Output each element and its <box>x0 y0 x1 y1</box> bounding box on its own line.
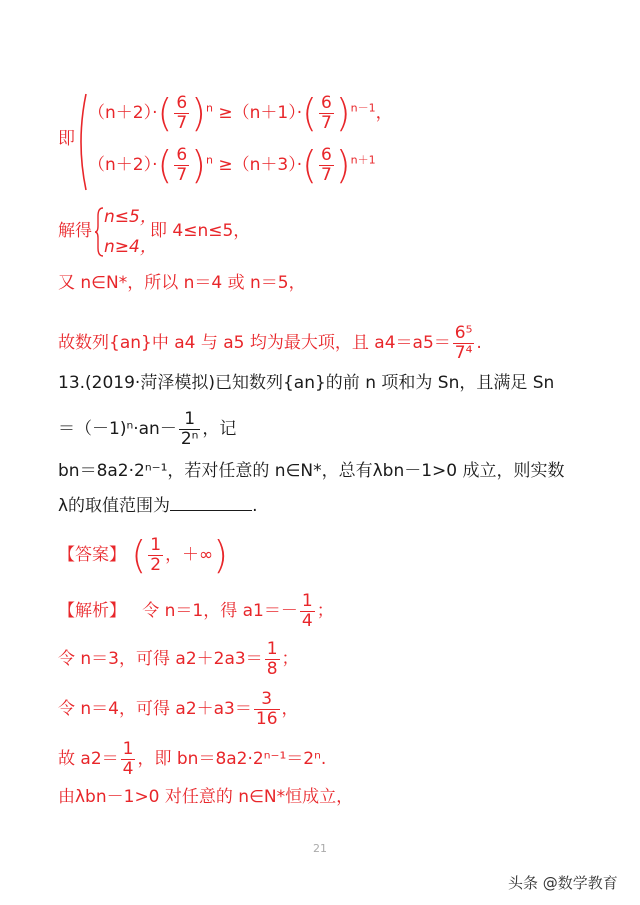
analysis-label: 【解析】 <box>58 601 126 622</box>
page-number: 21 <box>313 842 327 855</box>
analysis-line-5: 由λbn－1>0 对任意的 n∈N*恒成立， <box>58 787 354 807</box>
analysis-line-4: 故 a2＝ $\frac{1}{4}$ ，即 bn＝8a2·2ⁿ⁻¹＝2ⁿ. <box>58 739 327 779</box>
answer-label: 【答案】 <box>58 545 126 566</box>
analysis-line-2: 令 n＝3，可得 a2＋2a3＝ $\frac{1}{8}$ ； <box>58 639 299 679</box>
question-13-line-1: 13.(2019·菏泽模拟)已知数列{an}的前 n 项和为 Sn，且满足 Sn <box>58 373 555 393</box>
n-natural-line: 又 n∈N*，所以 n＝4 或 n＝5， <box>58 273 306 293</box>
watermark: 头条 @数学教育 <box>508 874 618 892</box>
analysis-line-1: 【解析】 令 n＝1，得 a1＝－ $\frac{1}{4}$ ； <box>58 591 334 631</box>
question-13-line-3: bn＝8a2·2ⁿ⁻¹，若对任意的 n∈N*，总有λbn－1>0 成立，则实数 <box>58 461 565 481</box>
max-term-line: 故数列{an}中 a4 与 a5 均为最大项，且 a4＝a5＝ $\frac{\text{6⁵}}{\text{7⁴}}$ . <box>58 323 482 363</box>
condition-1: n≤5， <box>104 207 157 227</box>
ji-label: 即 <box>58 129 75 149</box>
analysis-line-3: 令 n＝4，可得 a2＋a3＝ $\frac{3}{16}$ ， <box>58 689 299 729</box>
answer-line: 【答案】 ( $\frac{1}{2}$ ，＋∞) <box>58 533 229 578</box>
answer-blank <box>170 494 252 511</box>
question-13-line-2: ＝（－1)ⁿ·an－ $\frac{1}{\text{2ⁿ}}$ ，记 <box>58 409 237 449</box>
big-left-paren <box>74 92 88 192</box>
inequality-row-2: （n＋2）·( $\frac{6}{7}$ )$^n$ ≥（n＋3）·( $\frac{6}{7}$ )$^{n+1}$ <box>88 143 376 188</box>
question-13-line-4: λ的取值范围为 . <box>58 496 258 516</box>
range-result: 即 4≤n≤5， <box>150 221 251 241</box>
condition-2: n≥4， <box>104 237 157 257</box>
jiede-label: 解得 <box>58 221 92 241</box>
inequality-row-1: （n＋2）·( $\frac{6}{7}$ )$^n$ ≥（n＋1）·( $\frac{6}{7}$ )$^{n-1}$， <box>88 91 393 136</box>
